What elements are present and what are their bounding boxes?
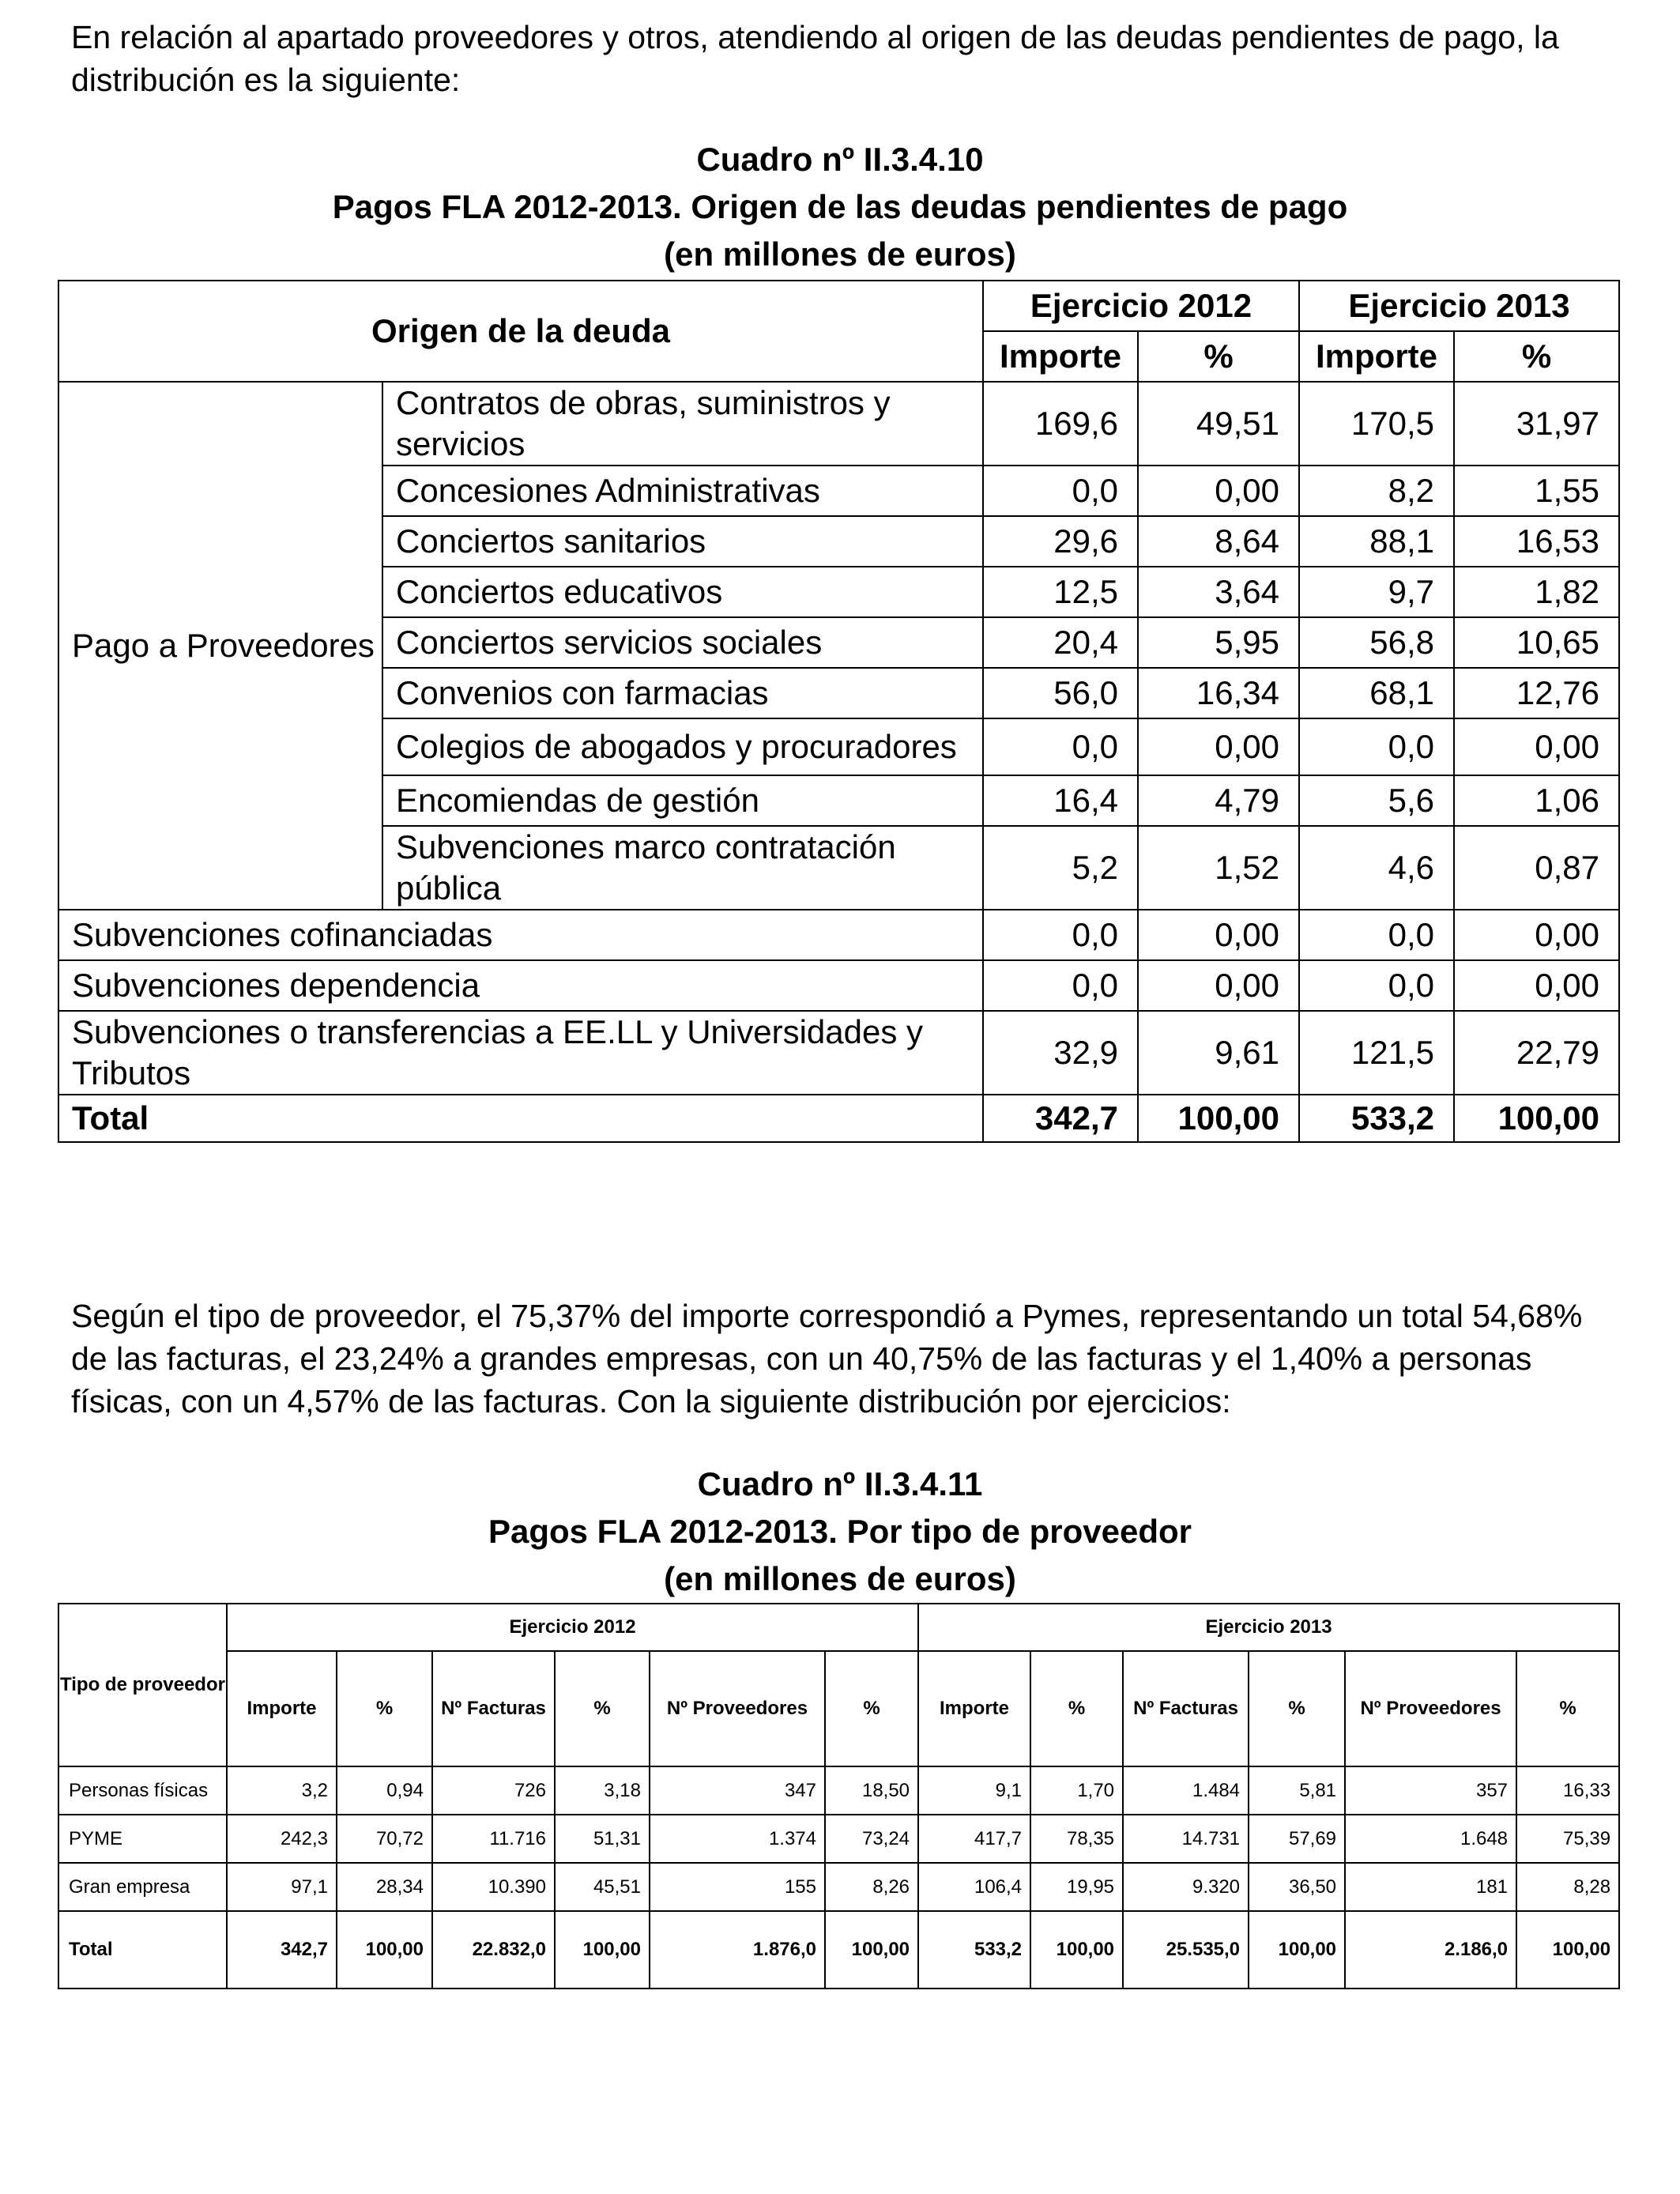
value-i2012: 0,0 (983, 718, 1138, 775)
year-2012-header: Ejercicio 2012 (983, 281, 1299, 331)
table-row (58, 1011, 1619, 1095)
value-p2012: 49,51 (1138, 382, 1299, 466)
total-label: Total (58, 1911, 227, 1989)
provider-type-table (58, 1603, 1620, 1989)
percent-facturas-2013-header: % (1249, 1651, 1345, 1766)
row-label: Colegios de abogados y procuradores (382, 718, 983, 775)
total-facturas-2012: 22.832,0 (432, 1911, 555, 1989)
value-i2013: 56,8 (1299, 617, 1454, 668)
value-i2013: 8,2 (1299, 466, 1454, 516)
value-i2013: 121,5 (1299, 1011, 1454, 1095)
value-i2012: 0,0 (983, 910, 1138, 960)
value-i2013: 4,6 (1299, 826, 1454, 910)
value-facturas-2012: 11.716 (432, 1815, 555, 1863)
total-percent-proveedores-2012: 100,00 (825, 1911, 918, 1989)
total-facturas-2013: 25.535,0 (1123, 1911, 1249, 1989)
total-percent-2012: 100,00 (337, 1911, 432, 1989)
value-p2012: 0,00 (1138, 910, 1299, 960)
row-label: Subvenciones cofinanciadas (58, 910, 983, 960)
value-percent-facturas-2013: 36,50 (1249, 1863, 1345, 1911)
value-percent-2013: 19,95 (1030, 1863, 1123, 1911)
value-i2012: 0,0 (983, 960, 1138, 1011)
total-p2013: 100,00 (1454, 1095, 1619, 1142)
table2-caption-number: Cuadro nº II.3.4.11 (697, 1465, 983, 1502)
total-row (58, 1911, 1619, 1989)
intro-paragraph: En relación al apartado proveedores y otros, atendiendo al origen de las deudas pendientes de pago, la distribución es la siguiente: (71, 19, 1559, 98)
total-i2013: 533,2 (1299, 1095, 1454, 1142)
value-p2013: 0,87 (1454, 826, 1619, 910)
value-i2013: 5,6 (1299, 775, 1454, 826)
percent-2012-header: % (1138, 331, 1299, 382)
value-percent-proveedores-2013: 75,39 (1516, 1815, 1619, 1863)
value-percent-2012: 0,94 (337, 1766, 432, 1815)
value-percent-facturas-2012: 3,18 (555, 1766, 650, 1815)
value-p2012: 16,34 (1138, 668, 1299, 718)
row-label: Personas físicas (58, 1766, 227, 1815)
value-importe-2013: 106,4 (918, 1863, 1030, 1911)
value-percent-facturas-2012: 51,31 (555, 1815, 650, 1863)
value-proveedores-2012: 1.374 (650, 1815, 825, 1863)
facturas-2012-header: Nº Facturas (432, 1651, 555, 1766)
total-i2012: 342,7 (983, 1095, 1138, 1142)
value-i2012: 0,0 (983, 466, 1138, 516)
value-p2012: 1,52 (1138, 826, 1299, 910)
value-p2012: 0,00 (1138, 960, 1299, 1011)
table2-caption (0, 1461, 1680, 1603)
value-p2012: 8,64 (1138, 516, 1299, 567)
value-facturas-2013: 9.320 (1123, 1863, 1249, 1911)
percent-2013-header: % (1030, 1651, 1123, 1766)
table-row (58, 910, 1619, 960)
row-label: Conciertos sanitarios (382, 516, 983, 567)
value-percent-proveedores-2013: 8,28 (1516, 1863, 1619, 1911)
value-p2013: 1,06 (1454, 775, 1619, 826)
value-percent-2012: 70,72 (337, 1815, 432, 1863)
value-importe-2013: 9,1 (918, 1766, 1030, 1815)
value-p2013: 16,53 (1454, 516, 1619, 567)
origin-header: Origen de la deuda (58, 281, 983, 382)
value-facturas-2013: 14.731 (1123, 1815, 1249, 1863)
total-importe-2013: 533,2 (918, 1911, 1030, 1989)
total-proveedores-2012: 1.876,0 (650, 1911, 825, 1989)
value-importe-2012: 3,2 (227, 1766, 337, 1815)
proveedores-2013-header: Nº Proveedores (1345, 1651, 1516, 1766)
value-i2013: 88,1 (1299, 516, 1454, 567)
value-i2013: 9,7 (1299, 567, 1454, 617)
row-label: Subvenciones dependencia (58, 960, 983, 1011)
value-percent-proveedores-2012: 8,26 (825, 1863, 918, 1911)
row-label: Conciertos educativos (382, 567, 983, 617)
table1-caption-title: Pagos FLA 2012-2013. Origen de las deudas pendientes de pago (332, 188, 1348, 225)
value-i2012: 20,4 (983, 617, 1138, 668)
row-label: Conciertos servicios sociales (382, 617, 983, 668)
value-p2013: 10,65 (1454, 617, 1619, 668)
value-importe-2013: 417,7 (918, 1815, 1030, 1863)
value-p2013: 12,76 (1454, 668, 1619, 718)
value-proveedores-2013: 357 (1345, 1766, 1516, 1815)
table1-caption-units: (en millones de euros) (664, 236, 1016, 273)
value-importe-2012: 242,3 (227, 1815, 337, 1863)
row-label: Encomiendas de gestión (382, 775, 983, 826)
value-proveedores-2012: 347 (650, 1766, 825, 1815)
tipo-proveedor-header: Tipo de proveedor (58, 1604, 227, 1766)
table2-caption-units: (en millones de euros) (664, 1560, 1016, 1597)
total-row (58, 1095, 1619, 1142)
total-percent-facturas-2012: 100,00 (555, 1911, 650, 1989)
table-row (58, 1863, 1619, 1911)
value-p2013: 0,00 (1454, 960, 1619, 1011)
total-p2012: 100,00 (1138, 1095, 1299, 1142)
value-percent-facturas-2013: 5,81 (1249, 1766, 1345, 1815)
total-percent-2013: 100,00 (1030, 1911, 1123, 1989)
value-i2013: 0,0 (1299, 910, 1454, 960)
row-label: Concesiones Administrativas (382, 466, 983, 516)
value-p2012: 0,00 (1138, 718, 1299, 775)
total-percent-proveedores-2013: 100,00 (1516, 1911, 1619, 1989)
value-i2012: 29,6 (983, 516, 1138, 567)
value-percent-proveedores-2012: 18,50 (825, 1766, 918, 1815)
value-i2012: 5,2 (983, 826, 1138, 910)
row-label: Gran empresa (58, 1863, 227, 1911)
year-2012-header: Ejercicio 2012 (227, 1604, 918, 1651)
value-i2012: 56,0 (983, 668, 1138, 718)
value-i2012: 16,4 (983, 775, 1138, 826)
row-label: PYME (58, 1815, 227, 1863)
value-i2013: 68,1 (1299, 668, 1454, 718)
row-label: Subvenciones marco contratación pública (382, 826, 983, 910)
year-2013-header: Ejercicio 2013 (918, 1604, 1619, 1651)
table1-caption-number: Cuadro nº II.3.4.10 (696, 141, 984, 178)
value-p2012: 4,79 (1138, 775, 1299, 826)
value-p2013: 31,97 (1454, 382, 1619, 466)
value-p2012: 3,64 (1138, 567, 1299, 617)
importe-2013-header: Importe (918, 1651, 1030, 1766)
value-percent-2013: 1,70 (1030, 1766, 1123, 1815)
percent-proveedores-2012-header: % (825, 1651, 918, 1766)
value-facturas-2012: 726 (432, 1766, 555, 1815)
value-i2012: 12,5 (983, 567, 1138, 617)
year-2013-header: Ejercicio 2013 (1299, 281, 1619, 331)
value-percent-proveedores-2013: 16,33 (1516, 1766, 1619, 1815)
facturas-2013-header: Nº Facturas (1123, 1651, 1249, 1766)
value-proveedores-2013: 1.648 (1345, 1815, 1516, 1863)
table-row (58, 960, 1619, 1011)
table2-caption-title: Pagos FLA 2012-2013. Por tipo de proveedor (488, 1513, 1192, 1550)
value-proveedores-2013: 181 (1345, 1863, 1516, 1911)
value-i2012: 32,9 (983, 1011, 1138, 1095)
value-percent-2013: 78,35 (1030, 1815, 1123, 1863)
importe-2012-header: Importe (227, 1651, 337, 1766)
value-facturas-2012: 10.390 (432, 1863, 555, 1911)
value-percent-2012: 28,34 (337, 1863, 432, 1911)
percent-2013-header: % (1454, 331, 1619, 382)
value-facturas-2013: 1.484 (1123, 1766, 1249, 1815)
row-label: Subvenciones o transferencias a EE.LL y Universidades y Tributos (58, 1011, 983, 1095)
importe-2013-header: Importe (1299, 331, 1454, 382)
debt-origin-table (58, 280, 1620, 1143)
value-importe-2012: 97,1 (227, 1863, 337, 1911)
percent-proveedores-2013-header: % (1516, 1651, 1619, 1766)
table1-caption (0, 136, 1680, 278)
value-i2013: 170,5 (1299, 382, 1454, 466)
value-percent-proveedores-2012: 73,24 (825, 1815, 918, 1863)
value-percent-facturas-2012: 45,51 (555, 1863, 650, 1911)
total-importe-2012: 342,7 (227, 1911, 337, 1989)
table-row (58, 1766, 1619, 1815)
provider-type-paragraph: Según el tipo de proveedor, el 75,37% del importe correspondió a Pymes, representando un total 54,68% de las facturas, el 23,24% a grandes empresas, con un 40,75% de las facturas y el 1,40% a personas físicas, con un 4,57% de las facturas. Con la siguiente distribución por ejercicios: (71, 1298, 1583, 1419)
value-percent-facturas-2013: 57,69 (1249, 1815, 1345, 1863)
value-proveedores-2012: 155 (650, 1863, 825, 1911)
value-p2012: 0,00 (1138, 466, 1299, 516)
value-p2013: 0,00 (1454, 718, 1619, 775)
pago-proveedores-group-label: Pago a Proveedores (58, 382, 382, 910)
value-p2013: 1,82 (1454, 567, 1619, 617)
row-label: Contratos de obras, suministros y servicios (382, 382, 983, 466)
table-row (58, 1815, 1619, 1863)
value-i2013: 0,0 (1299, 960, 1454, 1011)
value-i2012: 169,6 (983, 382, 1138, 466)
percent-facturas-2012-header: % (555, 1651, 650, 1766)
total-proveedores-2013: 2.186,0 (1345, 1911, 1516, 1989)
importe-2012-header: Importe (983, 331, 1138, 382)
total-label: Total (58, 1095, 983, 1142)
proveedores-2012-header: Nº Proveedores (650, 1651, 825, 1766)
row-label: Convenios con farmacias (382, 668, 983, 718)
table-row (58, 382, 1619, 466)
value-p2012: 9,61 (1138, 1011, 1299, 1095)
value-p2013: 1,55 (1454, 466, 1619, 516)
percent-2012-header: % (337, 1651, 432, 1766)
value-p2013: 0,00 (1454, 910, 1619, 960)
value-p2012: 5,95 (1138, 617, 1299, 668)
value-p2013: 22,79 (1454, 1011, 1619, 1095)
value-i2013: 0,0 (1299, 718, 1454, 775)
total-percent-facturas-2013: 100,00 (1249, 1911, 1345, 1989)
